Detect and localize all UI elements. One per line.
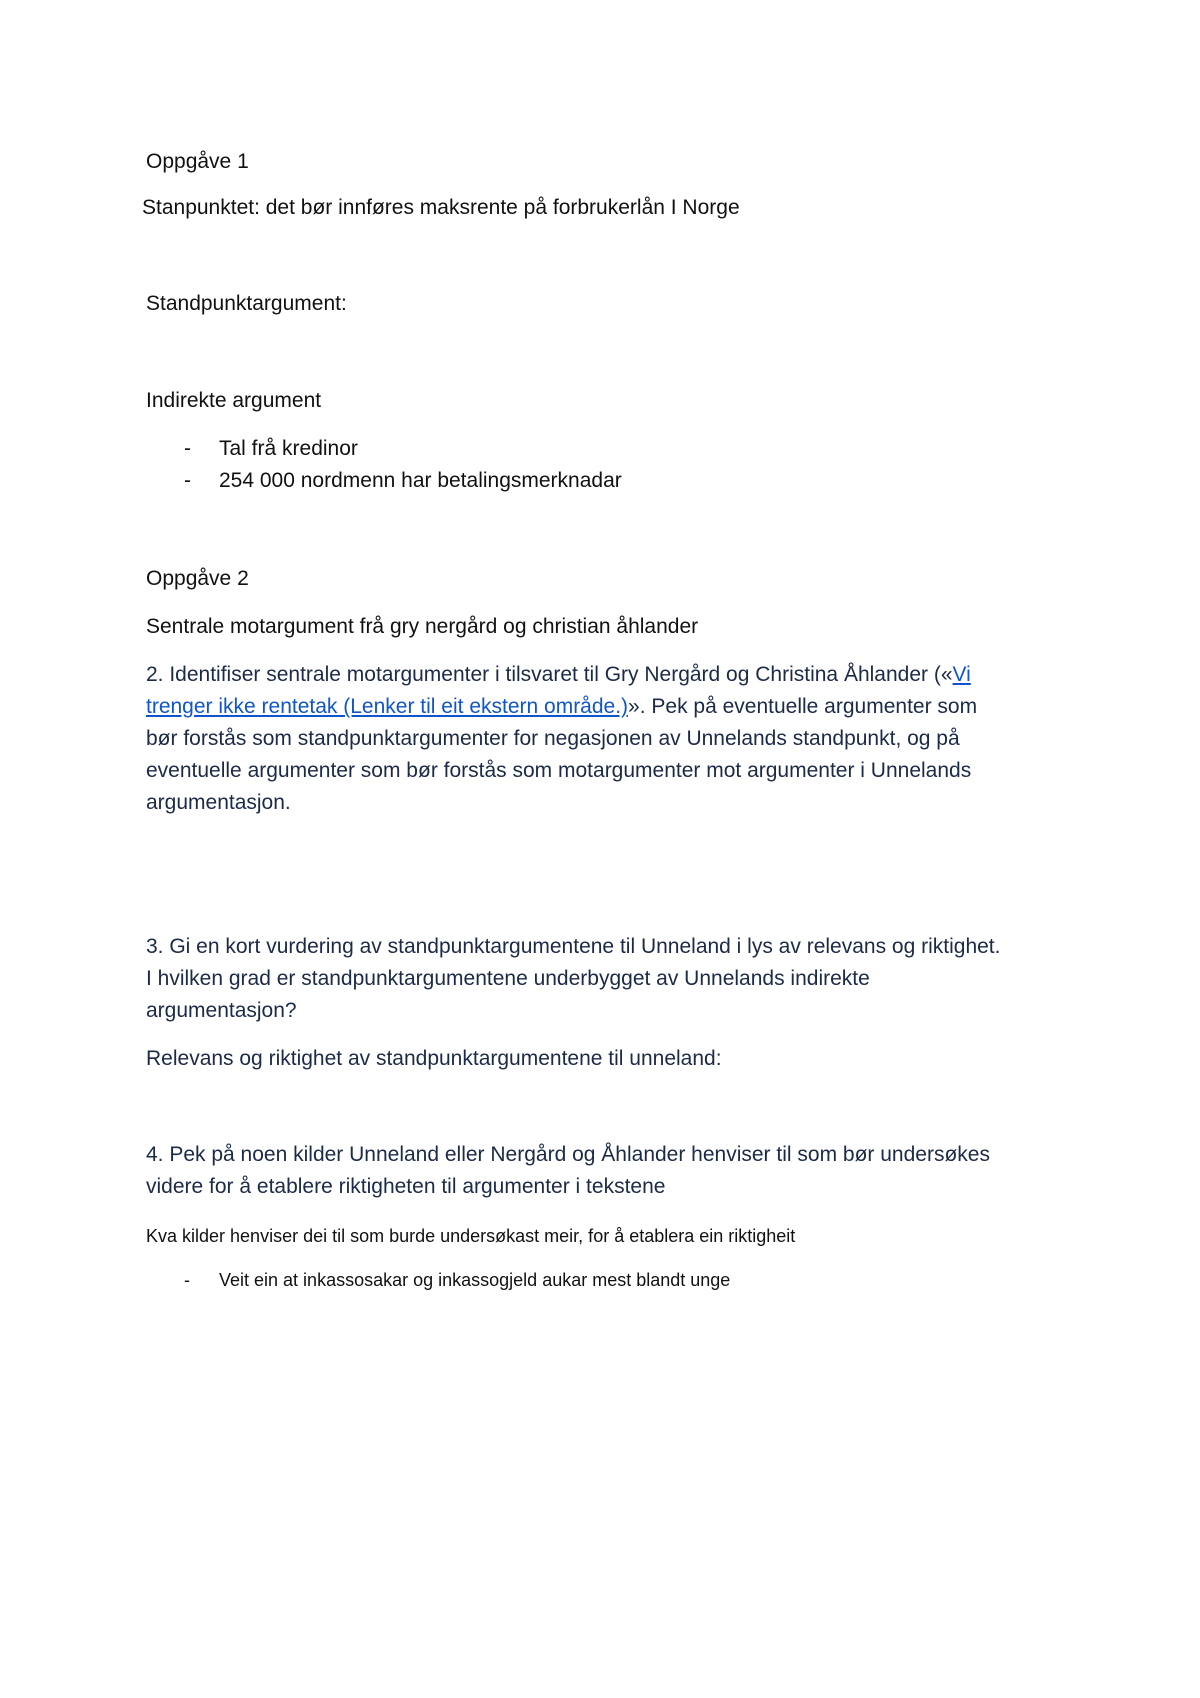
indirect-item: 254 000 nordmenn har betalingsmerknadar xyxy=(219,469,622,492)
section1-heading: Oppgåve 1 xyxy=(146,150,249,173)
question2-line: bør forstås som standpunktargumenter for negasjonen av Unnelands standpunkt, og på xyxy=(146,727,960,750)
section2-subheading: Sentrale motargument frå gry nergård og christian åhlander xyxy=(146,615,699,638)
indirect-argument-label: Indirekte argument xyxy=(146,389,322,412)
question2-line: eventuelle argumenter som bør forstås som motargumenter mot argumenter i Unnelands xyxy=(146,759,972,782)
indirect-item: Tal frå kredinor xyxy=(219,437,358,460)
question2-line xyxy=(146,691,977,723)
question4-line: videre for å etablere riktigheten til argumenter i tekstene xyxy=(146,1175,666,1198)
standpoint-statement: Stanpunktet: det bør innføres maksrente på forbrukerlån I Norge xyxy=(142,196,740,219)
bullet-dash: - xyxy=(184,437,191,460)
question2-text: ». Pek på eventuelle argumenter som xyxy=(628,695,978,718)
question4-answer: Kva kilder henviser dei til som burde undersøkast meir, for å etablera ein riktigheit xyxy=(146,1226,796,1246)
question3-line: 3. Gi en kort vurdering av standpunktargumentene til Unneland i lys av relevans og riktighet. xyxy=(146,935,1001,958)
standpoint-argument-label: Standpunktargument: xyxy=(146,292,347,315)
section2-heading: Oppgåve 2 xyxy=(146,567,249,590)
article-link[interactable]: Vi xyxy=(952,663,971,686)
question3-line: I hvilken grad er standpunktargumentene underbygget av Unnelands indirekte xyxy=(146,967,870,990)
question2-line xyxy=(146,659,971,691)
article-link[interactable]: trenger ikke rentetak (Lenker til eit ekstern område.) xyxy=(146,695,629,718)
bullet-dash: - xyxy=(184,1270,190,1290)
question2-text: 2. Identifiser sentrale motargumenter i tilsvaret til Gry Nergård og Christina Åhlander (« xyxy=(146,663,953,686)
question2-line: argumentasjon. xyxy=(146,791,291,814)
source-item: Veit ein at inkassosakar og inkassogjeld aukar mest blandt unge xyxy=(219,1270,731,1290)
bullet-dash: - xyxy=(184,469,191,492)
question3-line: argumentasjon? xyxy=(146,999,297,1022)
question4-line: 4. Pek på noen kilder Unneland eller Nergård og Åhlander henviser til som bør undersøkes xyxy=(146,1143,990,1166)
question3-answer: Relevans og riktighet av standpunktargumentene til unneland: xyxy=(146,1047,722,1070)
